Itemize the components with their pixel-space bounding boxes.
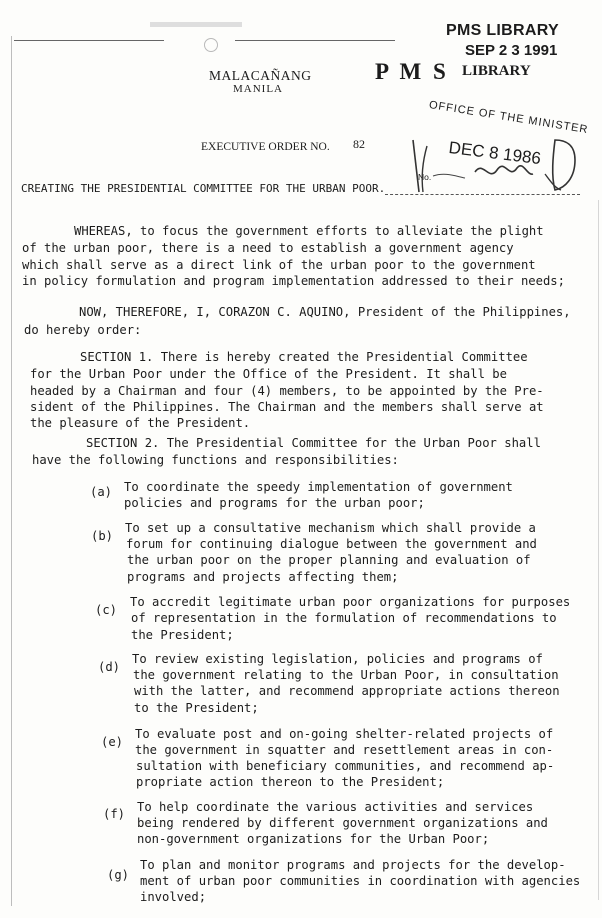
section2-line: have the following functions and responsibilities:: [32, 453, 399, 467]
section1-line: the pleasure of the President.: [30, 416, 251, 430]
whereas-line: which shall serve as a direct link of the urban poor to the government: [22, 258, 536, 272]
function-line: To review existing legislation, policies and programs of: [132, 652, 543, 666]
pms-letters: P M S: [375, 59, 449, 84]
executive-order-number: 82: [353, 137, 365, 151]
function-line: ment of urban poor communities in coordination with agencies: [140, 874, 581, 888]
section1-line: headed by a Chairman and four (4) members, to be appointed by the Pre-: [30, 384, 544, 398]
function-label: (b): [91, 529, 114, 543]
function-line: policies and programs for the urban poor;: [124, 496, 425, 510]
function-line: with the latter, and recommend appropriate actions thereon: [134, 684, 560, 698]
top-rule-right: [235, 40, 395, 41]
function-line: the government relating to the Urban Poor, in consultation: [133, 668, 559, 682]
section2-line: SECTION 2. The Presidential Committee for the Urban Poor shall: [86, 436, 541, 450]
section1-line: SECTION 1. There is hereby created the Presidential Committee: [80, 350, 528, 364]
function-line: programs and projects affecting them;: [127, 570, 399, 584]
library-stamp: PMS LIBRARY: [446, 22, 559, 39]
function-line: To set up a consultative mechanism which shall provide a: [125, 521, 536, 535]
function-label: (d): [98, 660, 121, 674]
function-line: sultation with beneficiary communities, and recommend ap-: [136, 759, 555, 773]
scan-edge-right: [598, 200, 599, 900]
function-line: to the President;: [134, 701, 259, 715]
function-line: of representation in the formulation of recommendations to: [131, 611, 557, 625]
punch-hole-mark: [204, 38, 218, 52]
pms-library-label: LIBRARY: [462, 63, 531, 79]
function-line: To accredit legitimate urban poor organizations for purposes: [130, 595, 571, 609]
function-line: To coordinate the speedy implementation of government: [124, 480, 513, 494]
function-line: the urban poor on the proper planning and evaluation of: [127, 553, 531, 567]
received-stamp-date: DEC 8 1986: [447, 138, 542, 169]
handwritten-signature: [405, 136, 585, 198]
executive-order-label: EXECUTIVE ORDER NO.: [201, 141, 330, 153]
function-line: To help coordinate the various activities and services: [137, 800, 534, 814]
function-line: propriate action thereon to the President;: [136, 775, 445, 789]
whereas-line: WHEREAS, to focus the government efforts to alleviate the plight: [74, 224, 544, 238]
function-line: To evaluate post and on-going shelter-related projects of: [135, 727, 554, 741]
function-label: (c): [95, 603, 118, 617]
now-therefore-line: NOW, THEREFORE, I, CORAZON C. AQUINO, President of the Philippines,: [79, 305, 571, 319]
function-label: (g): [107, 868, 130, 882]
letterhead-office: MALACAÑANG: [209, 68, 312, 83]
letterhead-city: MANILA: [233, 83, 283, 95]
order-title: CREATING THE PRESIDENTIAL COMMITTEE FOR THE URBAN POOR.: [21, 182, 386, 195]
scan-edge-left: [11, 36, 12, 906]
function-line: forum for continuing dialogue between the government and: [126, 537, 537, 551]
function-line: non-government organizations for the Urban Poor;: [137, 832, 490, 846]
function-line: being rendered by different government organizations and: [137, 816, 548, 830]
function-label: (f): [103, 807, 126, 821]
library-stamp-date: SEP 2 3 1991: [465, 42, 558, 59]
whereas-line: in policy formulation and program implementation addressed to their needs;: [22, 274, 565, 288]
function-line: the President;: [131, 628, 234, 642]
whereas-line: of the urban poor, there is a need to establish a government agency: [22, 241, 514, 255]
section1-line: for the Urban Poor under the Office of the President. It shall be: [30, 367, 507, 381]
received-stamp-office: OFFICE OF THE MINISTER: [428, 99, 590, 137]
function-label: (e): [101, 735, 124, 749]
faint-mark: [150, 22, 242, 27]
function-line: involved;: [140, 890, 207, 904]
function-label: (a): [90, 485, 113, 499]
section1-line: sident of the Philippines. The Chairman and the members shall serve at: [30, 400, 544, 414]
received-stamp-no: No.: [418, 172, 432, 182]
function-line: To plan and monitor programs and projects for the develop-: [140, 858, 566, 872]
top-rule-left: [14, 40, 164, 41]
now-therefore-line: do hereby order:: [24, 323, 142, 337]
title-underline: [385, 194, 580, 195]
function-line: the government in squatter and resettlement areas in con-: [135, 743, 554, 757]
